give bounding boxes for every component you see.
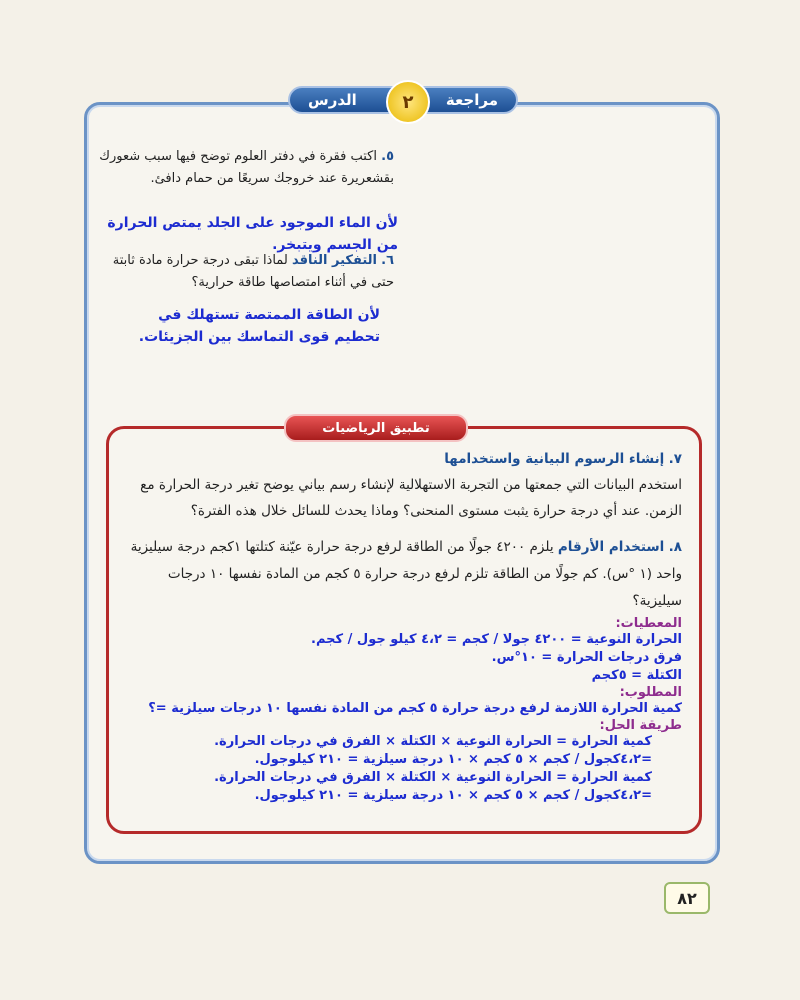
given-line: الكتلة = ٥كجم — [591, 668, 682, 683]
q5-text: اكتب فقرة في دفتر العلوم توضح فيها سبب شعورك بقشعريرة عند خروجك سريعًا من حمام دافئ. — [99, 149, 394, 186]
q8-text: يلزم ٤٢٠٠ جولًا من الطاقة لرفع درجة حرارة عيّنة كتلتها ١كجم درجة سيليزية واحد (١ °س). كم جولًا من الطاقة تلزم لرفع درجة حرارة ٥ كجم من المادة نفسها ١٠ درجات سيليزية؟ — [130, 539, 682, 609]
q8-number: ٨. — [668, 539, 682, 555]
given-line: الحرارة النوعية = ٤٢٠٠ جولا / كجم = ٤،٢ كيلو جول / كجم. — [311, 632, 682, 647]
q5-number: ٥. — [381, 149, 394, 164]
q6-number: ٦. — [381, 253, 394, 268]
q7-text: استخدم البيانات التي جمعتها من التجربة الاستهلالية لإنشاء رسم بياني يوضح تغير درجة الحرارة مع الزمن. عند أي درجة حرارة يثبت مستوى المنحنى؟ وماذا يحدث للسائل خلال هذه الفترة؟ — [140, 477, 682, 519]
math-application-title: تطبيق الرياضيات — [284, 414, 468, 442]
page-number: ٨٢ — [664, 882, 710, 914]
q8-head: استخدام الأرقام — [557, 539, 665, 555]
required-text: كمية الحرارة اللازمة لرفع درجة حرارة ٥ كجم من المادة نفسها ١٠ درجات سيلزية =؟ — [148, 701, 682, 716]
question-5 — [96, 146, 394, 190]
q6-answer: لأن الطاقة الممتصة تستهلك في تحطيم قوى التماسك بين الجزيئات. — [138, 307, 380, 345]
method-label: طريقة الحل: — [599, 718, 682, 733]
method-line: =٤،٢كجول / كجم × ٥ كجم × ١٠ درجة سيلزية = ٢١٠ كيلوجول. — [254, 788, 652, 803]
given-line: فرق درجات الحرارة = ١٠°س. — [491, 650, 682, 665]
q6-head: التفكير الناقد — [291, 253, 377, 268]
method-line: كمية الحرارة = الحرارة النوعية × الكتلة × الفرق في درجات الحرارة. — [214, 770, 652, 785]
title-right: مراجعة — [445, 91, 498, 109]
q6-text: لماذا تبقى درجة حرارة مادة ثابتة حتى في أثناء امتصاصها طاقة حرارية؟ — [112, 253, 394, 290]
required-label: المطلوب: — [619, 685, 682, 700]
q5-answer: لأن الماء الموجود على الجلد يمتص الحرارة من الجسم ويتبخر. — [107, 215, 398, 253]
question-6 — [96, 250, 394, 294]
q7-head: إنشاء الرسوم البيانية واستخدامها — [444, 451, 665, 467]
q7-number: ٧. — [668, 451, 682, 467]
question-8 — [120, 534, 682, 615]
title-left: الدرس — [308, 91, 357, 109]
method-line: =٤،٢كجول / كجم × ٥ كجم × ١٠ درجة سيلزية = ٢١٠ كيلوجول. — [254, 752, 652, 767]
lesson-number-badge: ٢ — [386, 80, 430, 124]
method-line: كمية الحرارة = الحرارة النوعية × الكتلة × الفرق في درجات الحرارة. — [214, 734, 652, 749]
question-7 — [120, 446, 682, 524]
given-label: المعطيات: — [615, 616, 682, 631]
solution — [120, 616, 682, 805]
